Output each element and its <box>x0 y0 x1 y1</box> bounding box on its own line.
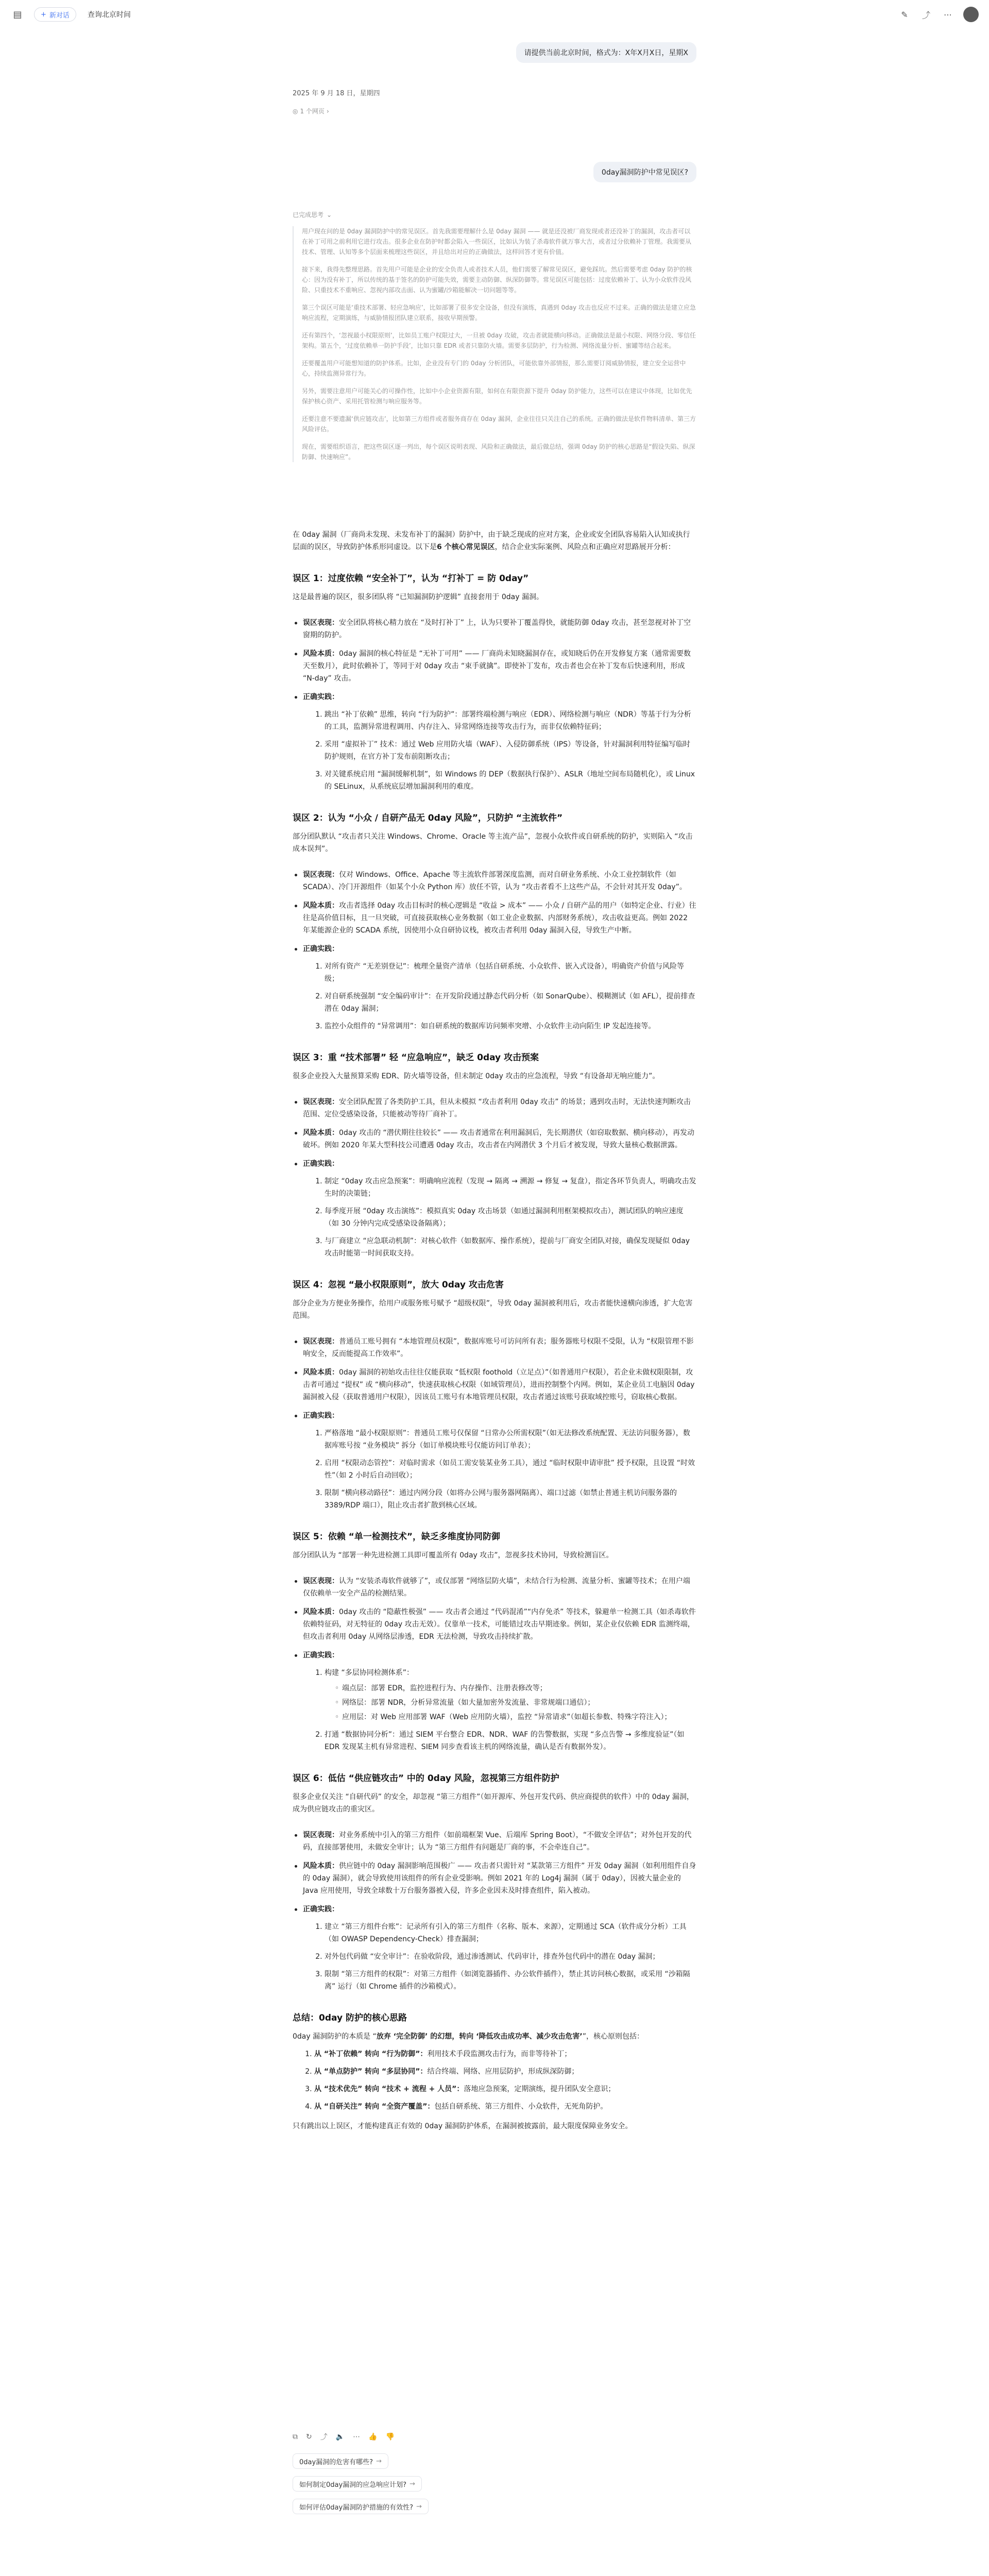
edit-icon[interactable]: ✎ <box>901 9 908 20</box>
thinking-label: 已完成思考 <box>293 211 324 218</box>
globe-icon: ◎ <box>293 107 298 115</box>
thinking-paragraph: 接下来，我得先整理思路。首先用户可能是企业的安全负责人或者技术人员，他们需要了解常见误区，避免踩坑。然后需要考虑 0day 防护的核心：因为没有补丁，所以传统的基于签名的防护可能失效，需要主动防御、纵深防御等。常见误区可能包括：过度依赖补丁、认为小众软件没风险、只重技术不重响应、忽视内部攻击面、认为蜜罐/沙箱能解决一切问题等等。 <box>302 266 692 294</box>
practice-item: 正确实践： 1. 建立 “第三方组件台账”：记录所有引入的第三方组件（名称、版本、来源），定期通过 SCA（软件成分分析）工具（如 OWASP Dependency-Check）排查漏洞； 2. 对外包代码做 “安全审计”：在验收阶段，通过渗透测试、代码审计，排查外包代码中的潜在 0day 漏洞； 3. 限制 “第三方组件的权限”：对第三方组件（如浏览器插件、办公软件插件），禁止其访问核心数据，或采用 “沙箱隔离” 运行（如 Chrome 插件的沙箱模式）。 <box>293 1903 696 1993</box>
thinking-paragraph: 现在，需要组织语言，把这些误区逐一列出，每个误区说明表现、风险和正确做法，最后做总结，强调 0day 防护的核心思路是“假设失陷、纵深防御、快速响应”。 <box>302 443 695 461</box>
arrow-right-icon: → <box>416 2502 422 2511</box>
section-lead: 这是最普遍的误区，很多团队将 “已知漏洞防护逻辑” 直接套用于 0day 漏洞。 <box>293 593 543 601</box>
section-lead: 很多企业仅关注 “自研代码” 的安全，却忽视 “第三方组件”（如开源库、外包开发代码、供应商提供的软件）中的 0day 漏洞，成为供应链攻击的重灾区。 <box>293 1793 694 1814</box>
practice-step: 2. 每季度开展 “0day 攻击演练”：模拟真实 0day 攻击场景（如通过漏洞利用框架模拟攻击），测试团队的响应速度（如 30 分钟内完成受感染设备隔离）； <box>325 1205 696 1230</box>
section-heading: 误区 1：过度依赖 “安全补丁”，认为 “打补丁 = 防 0day” <box>293 573 529 584</box>
practice-step: 1. 对所有资产 “无差别登记”：梳理全量资产清单（包括自研系统、小众软件、嵌入式设备），明确资产价值与风险等级； <box>325 960 696 985</box>
practice-item: 正确实践： 1. 对所有资产 “无差别登记”：梳理全量资产清单（包括自研系统、小众软件、嵌入式设备），明确资产价值与风险等级； 2. 对自研系统强制 “安全编码审计”：在开发阶段通过静态代码分析（如 SonarQube）、模糊测试（如 AFL），提前排查潜在 0day 漏洞； 3. 监控小众组件的 “异常调用”：如自研系统的数据库访问频率突增、小众软件主动向陌生 IP 发起连接等。 <box>293 943 696 1032</box>
practice-step: 1. 构建 “多层协同检测体系”： ◦ 端点层：部署 EDR，监控进程行为、内存操作、注册表修改等； ◦ 网络层：部署 NDR，分析异常流量（如大量加密外发流量、非常规端口通信）； ◦ 应用层：对 Web 应用部署 WAF（Web 应用防火墙），监控 “异常请求”（如超长参数、特殊字符注入）； <box>325 1667 696 1723</box>
summary-item: 1. 从 “补丁依赖” 转向 “行为防御”：利用技术手段监测攻击行为，而非等待补丁； <box>314 2048 696 2060</box>
misconception-item: 误区表现：安全团队将核心精力放在 “及时打补丁” 上，认为只要补丁覆盖得快，就能防御 0day 攻击，甚至忽视对补丁空窗期的防护。 <box>293 617 696 641</box>
thumbs-up-icon[interactable]: 👍 <box>368 2433 378 2441</box>
misconception-item: 误区表现：安全团队配置了各类防护工具，但从未模拟 “攻击者利用 0day 攻击” 的场景；遇到攻击时，无法快速判断攻击范围、定位受感染设备，只能被动等待厂商补丁。 <box>293 1096 696 1121</box>
practice-substep: ◦ 应用层：对 Web 应用部署 WAF（Web 应用防火墙），监控 “异常请求”（如超长参数、特殊字符注入）； <box>335 1711 696 1723</box>
closing-paragraph: 只有跳出以上误区，才能构建真正有效的 0day 漏洞防护体系，在漏洞被披露前，最大限度保障业务安全。 <box>293 2122 633 2130</box>
practice-step: 2. 对自研系统强制 “安全编码审计”：在开发阶段通过静态代码分析（如 SonarQube）、模糊测试（如 AFL），提前排查潜在 0day 漏洞； <box>325 990 696 1015</box>
section-heading: 误区 5：依赖 “单一检测技术”，缺乏多维度协同防御 <box>293 1532 501 1542</box>
section-lead: 部分团队默认 “攻击者只关注 Windows、Chrome、Oracle 等主流产品”，忽视小众软件或自研系统的防护，实则陷入 “攻击成本误判”。 <box>293 833 693 853</box>
message-actions <box>293 2432 395 2442</box>
risk-item: 风险本质：0day 漏洞的核心特征是 “无补丁可用” —— 厂商尚未知晓漏洞存在，或知晓后仍在开发修复方案（通常需要数天至数月），此时依赖补丁，等同于对 0day 攻击 “束手就擒”。即使补丁发布，攻击者也会在补丁发布后快速利用，形成 “N-day” 攻击。 <box>293 648 696 685</box>
risk-item: 风险本质：攻击者选择 0day 攻击目标时的核心逻辑是 “收益 > 成本” —— 小众 / 自研产品的用户（如特定企业、行业）往往是高价值目标，且一旦突破，可直接获取核心业务数据（如工业企业数据、内部财务系统），攻击收益更高。例如 2022 年某能源企业的 SCADA 系统，因使用小众自研协议栈，被攻击者利用 0day 漏洞入侵，导致生产中断。 <box>293 900 696 937</box>
risk-item: 风险本质：0day 攻击的 “潜伏期往往较长” —— 攻击者通常在利用漏洞后，先长期潜伏（如窃取数据、横向移动），再发动破坏。例如 2020 年某大型科技公司遭遇 0day 攻击，攻击者在内网潜伏 3 个月后才被发现，导致大量核心数据泄露。 <box>293 1127 696 1151</box>
section-lead: 很多企业投入大量预算采购 EDR、防火墙等设备，但未制定 0day 攻击的应急流程，导致 “有设备却无响应能力”。 <box>293 1072 660 1080</box>
practice-step: 1. 制定 “0day 攻击应急预案”：明确响应流程（发现 → 隔离 → 溯源 → 修复 → 复盘），指定各环节负责人，明确攻击发生时的决策链； <box>325 1175 696 1200</box>
practice-step: 3. 限制 “第三方组件的权限”：对第三方组件（如浏览器插件、办公软件插件），禁止其访问核心数据，或采用 “沙箱隔离” 运行（如 Chrome 插件的沙箱模式）。 <box>325 1968 696 1993</box>
thinking-block <box>293 210 696 469</box>
summary-item: 3. 从 “技术优先” 转向 “技术 + 流程 + 人员”：落地应急预案，定期演练，提升团队安全意识； <box>314 2083 696 2095</box>
plus-icon: + <box>41 10 46 19</box>
user-message: 0day漏洞防护中常见误区? <box>593 162 696 182</box>
practice-substep: ◦ 端点层：部署 EDR，监控进程行为、内存操作、注册表修改等； <box>335 1682 696 1694</box>
regenerate-icon[interactable]: ↻ <box>306 2433 312 2441</box>
new-chat-label: 新对话 <box>49 11 70 20</box>
practice-step: 2. 启用 “权限动态管控”：对临时需求（如员工需安装某业务工具），通过 “临时权限申请审批” 授予权限，且设置 “时效性”（如 2 小时后自动回收）； <box>325 1457 696 1482</box>
practice-step: 2. 采用 “虚拟补丁” 技术：通过 Web 应用防火墙（WAF）、入侵防御系统（IPS）等设备，针对漏洞利用特征编写临时防护规则，在官方补丁发布前阻断攻击； <box>325 738 696 763</box>
practice-substep: ◦ 网络层：部署 NDR，分析异常流量（如大量加密外发流量、非常规端口通信）； <box>335 1697 696 1709</box>
chevron-down-icon: ⌄ <box>327 211 332 218</box>
speaker-icon[interactable]: 🔈 <box>335 2433 345 2441</box>
practice-step: 1. 严格落地 “最小权限原则”：普通员工账号仅保留 “日常办公所需权限”（如无法修改系统配置、无法访问服务器），数据库账号按 “业务模块” 拆分（如订单模块账号仅能访问订单表）； <box>325 1427 696 1452</box>
summary-lead: 0day 漏洞防护的本质是 “放弃 ‘完全防御’ 的幻想，转向 ‘降低攻击成功率、减少攻击危害’”，核心原则包括： <box>293 2032 644 2041</box>
avatar[interactable] <box>963 7 979 22</box>
suggestion-chip[interactable]: 如何制定0day漏洞的应急响应计划? → <box>293 2476 422 2492</box>
new-chat-button[interactable] <box>34 7 76 22</box>
assistant-answer <box>293 529 696 2132</box>
answer-intro: 在 0day 漏洞（厂商尚未发现、未发布补丁的漏洞）防护中，由于缺乏现成的应对方案，企业或安全团队容易陷入认知或执行层面的误区，导致防护体系形同虚设。以下是6 个核心常见误区，结合企业实际案例、风险点和正确应对思路展开分析： <box>293 531 690 551</box>
thinking-paragraph: 还要覆盖用户可能想知道的防护体系。比如，企业没有专门的 0day 分析团队，可能依靠外部情报，那么需要订阅威胁情报，建立安全运营中心，持续监测异常行为。 <box>302 360 686 377</box>
section-heading: 误区 2：认为 “小众 / 自研产品无 0day 风险”，只防护 “主流软件” <box>293 813 563 823</box>
section-lead: 部分企业为方便业务操作，给用户或服务账号赋予 “超级权限”，导致 0day 漏洞被利用后，攻击者能快速横向渗透，扩大危害范围。 <box>293 1299 693 1320</box>
misconception-item: 误区表现：仅对 Windows、Office、Apache 等主流软件部署深度监测，而对自研业务系统、小众工业控制软件（如 SCADA）、冷门开源组件（如某个小众 Python 库）放任不管，认为 “攻击者看不上这些产品，不会针对其开发 0day”。 <box>293 869 696 893</box>
misconception-item: 误区表现：普通员工账号拥有 “本地管理员权限”，数据库账号可访问所有表；服务器账号权限不受限，认为 “权限管理不影响安全，反而能提高工作效率”。 <box>293 1335 696 1360</box>
section-heading: 误区 3：重 “技术部署” 轻 “应急响应”，缺乏 0day 攻击预案 <box>293 1053 539 1063</box>
share-icon[interactable]: ⤴ <box>320 2433 328 2442</box>
section-heading: 误区 6：低估 “供应链攻击” 中的 0day 风险，忽视第三方组件防护 <box>293 1773 559 1784</box>
more-icon[interactable]: ⋯ <box>944 9 952 20</box>
risk-item: 风险本质：0day 攻击的 “隐蔽性极强” —— 攻击者会通过 “代码混淆”“内存免杀” 等技术，躲避单一检测工具（如杀毒软件依赖特征码，对无特征的 0day 攻击无效）。仅靠单一技术，可能错过攻击早期迹象。例如，某企业仅依赖 EDR 监测终端，但攻击者利用 0day 从网络层渗透，EDR 无法检测，导致攻击持续扩散。 <box>293 1606 696 1643</box>
practice-item: 正确实践： 1. 构建 “多层协同检测体系”： ◦ 端点层：部署 EDR，监控进程行为、内存操作、注册表修改等； ◦ 网络层：部署 NDR，分析异常流量（如大量加密外发流量、非常规端口通信）； ◦ 应用层：对 Web 应用部署 WAF（Web 应用防火墙），监控 “异常请求”（如超长参数、特殊字符注入）； 2. 打通 “数据协同分析”：通过 SIEM 平台整合 EDR、NDR、WAF 的告警数据，实现 “多点告警 → 多维度验证”（如 EDR 发现某主机有异常进程、SIEM 同步查看该主机的网络流量，确认是否有数据外发）。 <box>293 1649 696 1753</box>
sources-link[interactable] <box>293 107 696 115</box>
practice-step: 2. 对外包代码做 “安全审计”：在验收阶段，通过渗透测试、代码审计，排查外包代码中的潜在 0day 漏洞； <box>325 1951 696 1963</box>
suggested-questions <box>293 2453 429 2521</box>
section-heading: 误区 4：忽视 “最小权限原则”，放大 0day 攻击危害 <box>293 1280 504 1290</box>
thinking-toggle[interactable] <box>293 210 696 219</box>
arrow-right-icon: → <box>376 2457 382 2465</box>
misconception-item: 误区表现：对业务系统中引入的第三方组件（如前端框架 Vue、后端库 Spring Boot），“不做安全评估”；对外包开发的代码，直接部署使用，未做安全审计；认为 “第三方组件有问题是厂商的事，不会牵连自己”。 <box>293 1829 696 1854</box>
arrow-right-icon: → <box>410 2480 415 2488</box>
copy-icon[interactable]: ⧉ <box>293 2433 298 2441</box>
sources-label: 1 个网页 <box>300 108 325 115</box>
misconception-item: 误区表现：认为 “安装杀毒软件就够了”，或仅部署 “网络层防火墙”，未结合行为检测、流量分析、蜜罐等技术；在用户端仅依赖单一安全产品的检测结果。 <box>293 1575 696 1600</box>
section-lead: 部分团队认为 “部署一种先进检测工具即可覆盖所有 0day 攻击”，忽视多技术协同，导致检测盲区。 <box>293 1551 613 1560</box>
share-icon[interactable]: ⤴ <box>922 10 930 20</box>
chevron-right-icon: › <box>326 107 329 115</box>
suggestion-chip[interactable]: 如何评估0day漏洞防护措施的有效性? → <box>293 2499 429 2514</box>
summary-item: 2. 从 “单点防护” 转向 “多层协同”：结合终端、网络、应用层防护，形成纵深防御； <box>314 2065 696 2078</box>
thinking-paragraph: 用户现在问的是 0day 漏洞防护中的常见误区。首先我需要理解什么是 0day 漏洞 —— 就是还没被厂商发现或者还没补丁的漏洞，攻击者可以在补丁可用之前利用它进行攻击。很多企业在防护时都会陷入一些误区，比如认为装了杀毒软件就万事大吉，或者过分依赖补丁管理。我需要从技术、管理、认知等多个层面来梳理这些误区，并且给出对应的正确做法，这样回答才更有价值。 <box>302 228 692 256</box>
thinking-paragraph: 另外，需要注意用户可能关心的可操作性，比如中小企业资源有限，如何在有限资源下提升 0day 防护能力，这些可以在建议中体现，比如优先保护核心资产、采用托管检测与响应服务等。 <box>302 387 692 405</box>
practice-step: 1. 建立 “第三方组件台账”：记录所有引入的第三方组件（名称、版本、来源），定期通过 SCA（软件成分分析）工具（如 OWASP Dependency-Check）排查漏洞； <box>325 1921 696 1945</box>
practice-step: 3. 限制 “横向移动路径”：通过内网分段（如将办公网与服务器网隔离）、端口过滤（如禁止普通主机访问服务器的 3389/RDP 端口），阻止攻击者扩散到核心区域。 <box>325 1487 696 1512</box>
thinking-paragraph: 第三个误区可能是‘重技术部署、轻应急响应’，比如部署了很多安全设备，但没有演练，真遇到 0day 攻击也反应不过来。正确的做法是建立应急响应流程，定期演练，与威胁情报团队建立联系，接收早期预警。 <box>302 304 696 321</box>
practice-step: 3. 对关键系统启用 “漏洞缓解机制”，如 Windows 的 DEP（数据执行保护）、ASLR（地址空间布局随机化），或 Linux 的 SELinux，从系统底层增加漏洞利用的难度。 <box>325 768 696 793</box>
summary-item: 4. 从 “自研关注” 转向 “全资产覆盖”：包括自研系统、第三方组件、小众软件，无死角防护。 <box>314 2100 696 2113</box>
practice-item: 正确实践： 1. 跳出 “补丁依赖” 思维，转向 “行为防护”：部署终端检测与响应（EDR）、网络检测与响应（NDR）等基于行为分析的工具，监测异常进程调用、内存注入、异常网络连接等攻击行为，而非仅依赖特征码； 2. 采用 “虚拟补丁” 技术：通过 Web 应用防火墙（WAF）、入侵防御系统（IPS）等设备，针对漏洞利用特征编写临时防护规则，在官方补丁发布前阻断攻击； 3. 对关键系统启用 “漏洞缓解机制”，如 Windows 的 DEP（数据执行保护）、ASLR（地址空间布局随机化），或 Linux 的 SELinux，从系统底层增加漏洞利用的难度。 <box>293 691 696 793</box>
practice-item: 正确实践： 1. 制定 “0day 攻击应急预案”：明确响应流程（发现 → 隔离 → 溯源 → 修复 → 复盘），指定各环节负责人，明确攻击发生时的决策链； 2. 每季度开展 “0day 攻击演练”：模拟真实 0day 攻击场景（如通过漏洞利用框架模拟攻击），测试团队的响应速度（如 30 分钟内完成受感染设备隔离）； 3. 与厂商建立 “应急联动机制”：对核心软件（如数据库、操作系统），提前与厂商安全团队对接，确保发现疑似 0day 攻击时能第一时间获取支持。 <box>293 1158 696 1260</box>
user-message: 请提供当前北京时间，格式为：X年X月X日，星期X <box>516 42 696 63</box>
thumbs-down-icon[interactable]: 👎 <box>385 2433 395 2441</box>
practice-step: 1. 跳出 “补丁依赖” 思维，转向 “行为防护”：部署终端检测与响应（EDR）、网络检测与响应（NDR）等基于行为分析的工具，监测异常进程调用、内存注入、异常网络连接等攻击行为，而非仅依赖特征码； <box>325 708 696 733</box>
thinking-paragraph: 还要注意不要遗漏‘供应链攻击’，比如第三方组件或者服务商存在 0day 漏洞，企业往往只关注自己的系统。正确的做法是软件物料清单、第三方风险评估。 <box>302 415 696 433</box>
practice-step: 3. 与厂商建立 “应急联动机制”：对核心软件（如数据库、操作系统），提前与厂商安全团队对接，确保发现疑似 0day 攻击时能第一时间获取支持。 <box>325 1235 696 1260</box>
sidebar-toggle-icon[interactable]: ▤ <box>13 9 22 20</box>
assistant-date-answer: 2025 年 9 月 18 日，星期四 <box>293 90 380 97</box>
risk-item: 风险本质：0day 漏洞的初始攻击往往仅能获取 “低权限 foothold（立足点）”（如普通用户权限），若企业未做权限限制，攻击者可通过 “提权” 或 “横向移动”，快速获取核心权限（如域管理员），进而控制整个内网。例如，某企业员工电脑因 0day 漏洞被入侵（获取普通用户权限），因该员工账号有本地管理员权限，攻击者通过该账号获取域控账号，窃取核心数据。 <box>293 1366 696 1403</box>
more-icon[interactable]: ⋯ <box>353 2433 361 2441</box>
practice-step: 3. 监控小众组件的 “异常调用”：如自研系统的数据库访问频率突增、小众软件主动向陌生 IP 发起连接等。 <box>325 1020 696 1032</box>
risk-item: 风险本质：供应链中的 0day 漏洞影响范围极广 —— 攻击者只需针对 “某款第三方组件” 开发 0day 漏洞（如利用组件自身的 0day 漏洞），就会导致使用该组件的所有企业受影响。例如 2021 年的 Log4j 漏洞（属于 0day），因被大量企业的 Java 应用使用，导致全球数十万台服务器被入侵，许多企业因未及时排查组件，陷入被动。 <box>293 1860 696 1897</box>
suggestion-chip[interactable]: 0day漏洞的危害有哪些? → <box>293 2453 388 2469</box>
practice-step: 2. 打通 “数据协同分析”：通过 SIEM 平台整合 EDR、NDR、WAF 的告警数据，实现 “多点告警 → 多维度验证”（如 EDR 发现某主机有异常进程、SIEM 同步查看该主机的网络流量，确认是否有数据外发）。 <box>325 1728 696 1753</box>
top-bar <box>0 0 989 29</box>
thinking-paragraph: 还有第四个，‘忽视最小权限原则’，比如员工账户权限过大，一旦被 0day 攻破，攻击者就能横向移动。正确做法是最小权限、网络分段、零信任架构。第五个，‘过度依赖单一防护手段’，比如只靠 EDR 或者只靠防火墙。需要多层防护，行为检测、网络流量分析、蜜罐等结合起来。 <box>302 332 696 349</box>
practice-item: 正确实践： 1. 严格落地 “最小权限原则”：普通员工账号仅保留 “日常办公所需权限”（如无法修改系统配置、无法访问服务器），数据库账号按 “业务模块” 拆分（如订单模块账号仅能访问订单表）； 2. 启用 “权限动态管控”：对临时需求（如员工需安装某业务工具），通过 “临时权限申请审批” 授予权限，且设置 “时效性”（如 2 小时后自动回收）； 3. 限制 “横向移动路径”：通过内网分段（如将办公网与服务器网隔离）、端口过滤（如禁止普通主机访问服务器的 3389/RDP 端口），阻止攻击者扩散到核心区域。 <box>293 1410 696 1512</box>
conversation-title: 查询北京时间 <box>87 11 131 19</box>
summary-heading: 总结：0day 防护的核心思路 <box>293 2013 407 2023</box>
